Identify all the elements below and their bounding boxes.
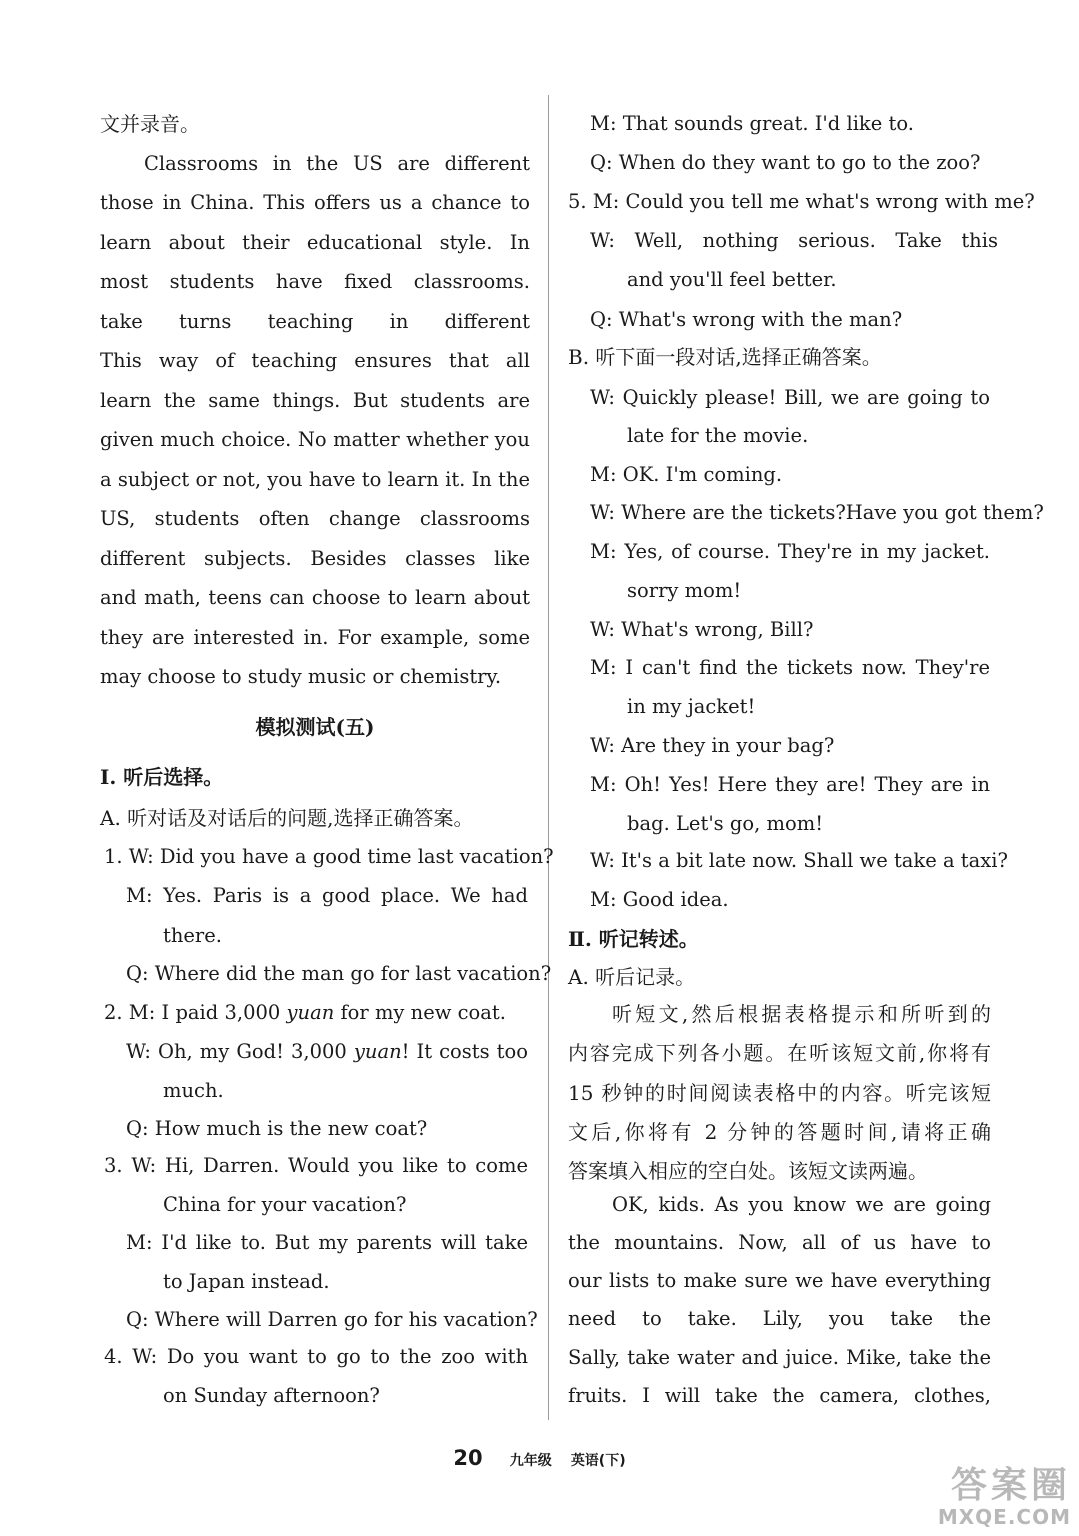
left-text-line: there. <box>163 924 222 947</box>
watermark-bottom: MXQE.COM <box>937 1505 1071 1529</box>
left-text-line: Ⅰ. 听后选择。 <box>100 765 224 789</box>
left-text-line: to Japan instead. <box>163 1270 330 1293</box>
italic-word: yuan <box>286 1001 335 1024</box>
left-text-line: and math, teens can choose to learn about <box>100 586 530 609</box>
left-text-line: A. 听对话及对话后的问题,选择正确答案。 <box>100 806 474 830</box>
right-text-line: W: Where are the tickets?Have you got them? <box>590 501 1044 524</box>
left-text-line: given much choice. No matter whether you <box>100 428 530 451</box>
right-text-line: W: Are they in your bag? <box>590 734 835 757</box>
left-text-line: much. <box>163 1079 224 1102</box>
left-text-line: 4. W: Do you want to go to the zoo with <box>104 1345 528 1368</box>
right-text-line: and you'll feel better. <box>627 268 837 291</box>
right-text-line: the mountains. Now, all of us have to <box>568 1231 991 1254</box>
left-text-line: Classrooms in the US are different <box>144 152 530 175</box>
right-text-line: W: Well, nothing serious. Take this <box>590 229 998 252</box>
left-text-line: This way of teaching ensures that all <box>100 349 530 372</box>
left-text-line: Q: Where did the man go for last vacation? <box>126 962 552 985</box>
left-text-line: may choose to study music or chemistry. <box>100 665 502 688</box>
right-text-line: W: It's a bit late now. Shall we take a taxi? <box>590 849 1008 872</box>
right-text-line: 15 秒钟的时间阅读表格中的内容。听完该短 <box>568 1081 991 1105</box>
footer-grade: 九年级 <box>509 1453 552 1469</box>
left-text-line: M: Yes. Paris is a good place. We had <box>126 884 528 907</box>
column-divider <box>548 95 549 1420</box>
left-text-line: M: I'd like to. But my parents will take <box>126 1231 528 1254</box>
left-text-line: 1. W: Did you have a good time last vacation? <box>104 845 554 868</box>
left-text-line: 模拟测试(五) <box>255 715 375 739</box>
left-text-line: 文并录音。 <box>100 112 200 136</box>
right-text-line: OK, kids. As you know we are going <box>612 1193 991 1216</box>
right-text-line: M: That sounds great. I'd like to. <box>590 112 914 135</box>
right-text-line: 内容完成下列各小题。在听该短文前,你将有 <box>568 1041 991 1065</box>
right-text-line: Q: When do they want to go to the zoo? <box>590 151 981 174</box>
left-text-line: W: Oh, my God! 3,000 yuan! It costs too <box>126 1040 528 1063</box>
left-text-line: China for your vacation? <box>163 1193 407 1216</box>
watermark-top: 答案圈 <box>950 1465 1071 1506</box>
right-text-line: in my jacket! <box>627 695 756 718</box>
right-text-line: M: Yes, of course. They're in my jacket. <box>590 540 990 563</box>
left-text-line: different subjects. Besides classes like <box>100 547 530 570</box>
right-text-line: M: I can't find the tickets now. They're <box>590 656 990 679</box>
right-text-line: W: What's wrong, Bill? <box>590 618 814 641</box>
left-text-line: take turns teaching in different <box>100 310 530 333</box>
italic-word: yuan <box>353 1040 402 1063</box>
right-text-line: W: Quickly please! Bill, we are going to <box>590 386 990 409</box>
page-number: 20 <box>453 1446 483 1470</box>
right-text-line: M: Oh! Yes! Here they are! They are in <box>590 773 990 796</box>
left-text-line: learn about their educational style. In <box>100 231 530 254</box>
right-text-line: late for the movie. <box>627 424 809 447</box>
left-text-line: they are interested in. For example, some <box>100 626 530 649</box>
left-text-line: on Sunday afternoon? <box>163 1384 380 1407</box>
right-text-line: our lists to make sure we have everything <box>568 1269 991 1292</box>
left-text-line: learn the same things. But students are <box>100 389 530 412</box>
right-text-line: need to take. Lily, you take the <box>568 1307 991 1330</box>
right-text-line: Ⅱ. 听记转述。 <box>568 927 699 951</box>
left-text-line: a subject or not, you have to learn it. In the <box>100 468 530 491</box>
left-text-line: US, students often change classrooms <box>100 507 530 530</box>
left-text-line: 3. W: Hi, Darren. Would you like to come <box>104 1154 528 1177</box>
right-text-line: bag. Let's go, mom! <box>627 812 824 835</box>
footer-subject: 英语(下) <box>570 1453 626 1469</box>
right-text-line: 5. M: Could you tell me what's wrong with me? <box>568 190 1035 213</box>
right-text-line: fruits. I will take the camera, clothes, <box>568 1384 991 1407</box>
left-text-line: most students have fixed classrooms. <box>100 270 530 293</box>
right-text-line: M: OK. I'm coming. <box>590 463 783 486</box>
watermark-logo <box>901 1466 1071 1534</box>
right-text-line: A. 听后记录。 <box>568 965 696 989</box>
right-text-line: Sally, take water and juice. Mike, take the <box>568 1346 991 1369</box>
left-text-line: Q: Where will Darren go for his vacation? <box>126 1308 538 1331</box>
right-text-line: 答案填入相应的空白处。该短文读两遍。 <box>568 1159 928 1183</box>
right-text-line: 文后,你将有 2 分钟的答题时间,请将正确 <box>568 1120 991 1144</box>
right-text-line: 听短文,然后根据表格提示和所听到的 <box>612 1002 991 1026</box>
left-text-line: 2. M: I paid 3,000 yuan for my new coat. <box>104 1001 506 1024</box>
right-text-line: Q: What's wrong with the man? <box>590 308 903 331</box>
left-text-line: those in China. This offers us a chance to <box>100 191 530 214</box>
right-text-line: M: Good idea. <box>590 888 729 911</box>
left-text-line: Q: How much is the new coat? <box>126 1117 428 1140</box>
right-text-line: sorry mom! <box>627 579 742 602</box>
right-text-line: B. 听下面一段对话,选择正确答案。 <box>568 345 882 369</box>
